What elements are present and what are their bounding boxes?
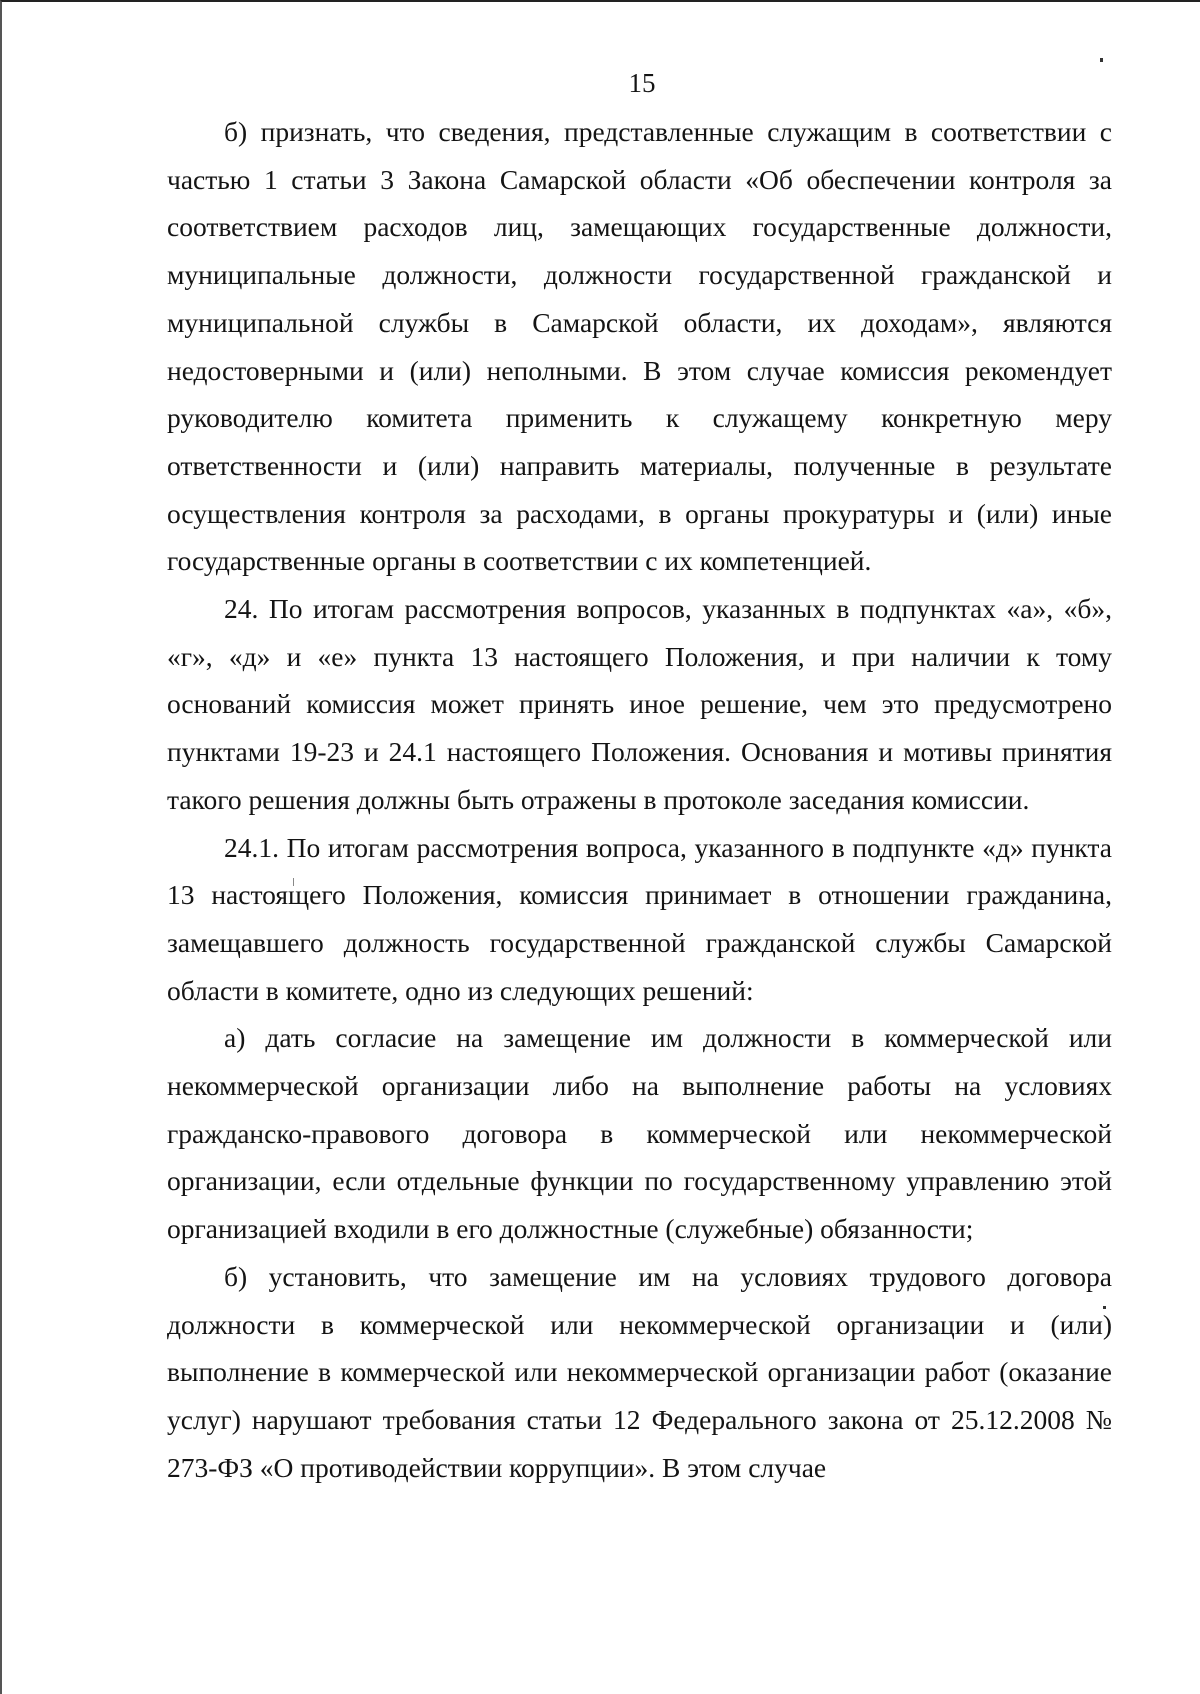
paragraph-24: 24. По итогам рассмотрения вопросов, указанных в подпунктах «а», «б», «г», «д» и «е» пункта 13 настоящего Положения, и при наличии к тому оснований комиссия может принять иное решение, чем это предусмотрено пунктами 19-23 и 24.1 настоящего Положения. Основания и мотивы принятия такого решения должны быть отражены в протоколе заседания комиссии.	[167, 593, 1112, 815]
body-text	[167, 108, 1112, 1491]
paragraph-b-violation: б) установить, что замещение им на условиях трудового договора должности в коммерческой или некоммерческой организации и (или) выполнение в коммерческой или некоммерческой организации работ (оказание услуг) нарушают требования статьи 12 Федерального закона от 25.12.2008 № 273-ФЗ «О противодействии коррупции». В этом случае	[167, 1260, 1112, 1483]
page-number: 15	[628, 68, 656, 98]
scan-speck	[1100, 58, 1103, 62]
paragraph-24-1: 24.1. По итогам рассмотрения вопроса, указанного в подпункте «д» пункта 13 настоящего Положения, комиссия принимает в отношении гражданина, замещавшего должность государственной гражданской службы Самарской области в комитете, одно из следующих решений:	[167, 831, 1112, 1006]
paragraph-a-consent: а) дать согласие на замещение им должности в коммерческой или некоммерческой организации либо на выполнение работы на условиях гражданско-правового договора в коммерческой или некоммерческой организации, если отдельные функции по государственному управлению этой организацией входили в его должностные (служебные) обязанности;	[167, 1022, 1112, 1245]
paragraph-b-expenses-control: б) признать, что сведения, представленные служащим в соответствии с частью 1 статьи 3 Закона Самарской области «Об обеспечении контроля за соответствием расходов лиц, замещающих государственные должности, муниципальные должности, должности государственной гражданской и муниципальной службы в Самарской области, их доходам», являются недостоверными и (или) неполными. В этом случае комиссия рекомендует руководителю комитета применить к служащему конкретную меру ответственности и (или) направить материалы, полученные в результате осуществления контроля за расходами, в органы прокуратуры и (или) иные государственные органы в соответствии с их компетенцией.	[167, 116, 1112, 577]
